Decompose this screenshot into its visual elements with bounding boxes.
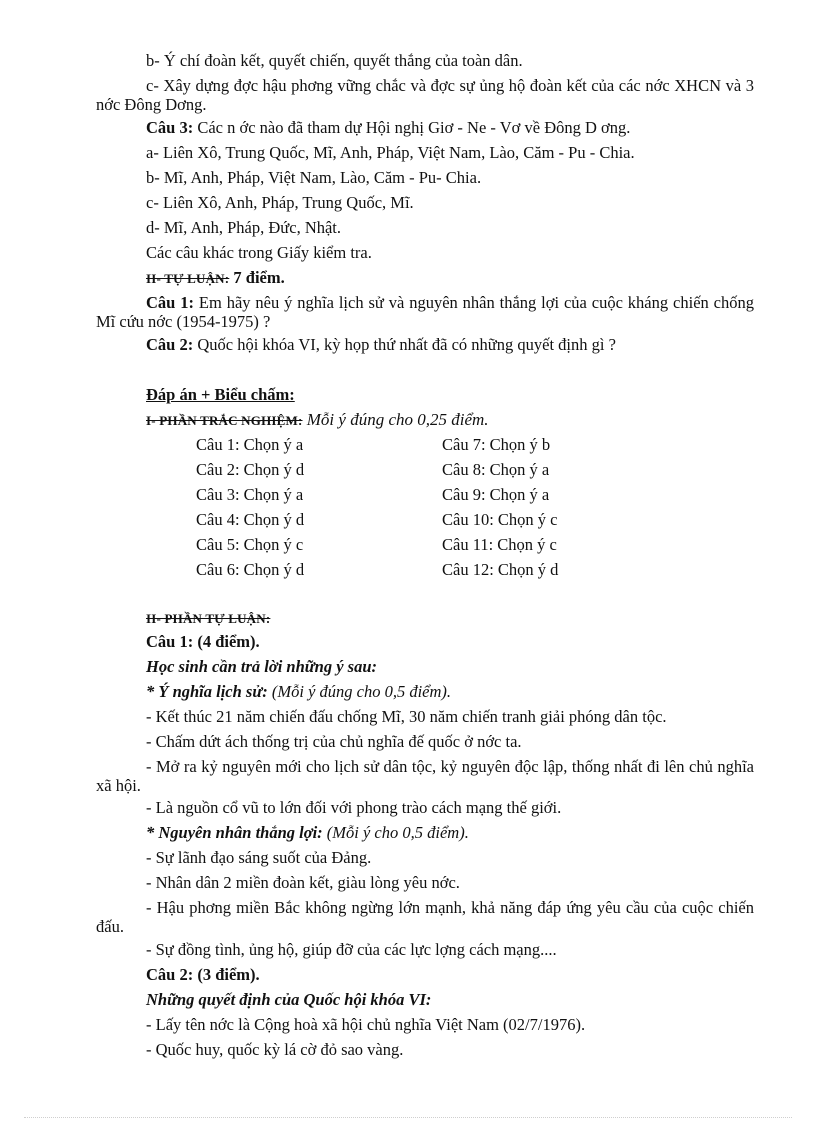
question-3-option-d: d- Mĩ, Anh, Pháp, Đức, Nhật.: [146, 218, 342, 237]
option-c: c- Xây dựng đợc hậu phơng vững chắc và đợc sự ủng hộ đoàn kết của các nớc XHCN và 3 nớc Đông Dơng.: [96, 76, 754, 114]
essay-question-2-text: Quốc hội khóa VI, kỳ họp thứ nhất đã có những quyết định gì ?: [193, 335, 616, 354]
answer-item: Câu 12: Chọn ý d: [442, 560, 559, 579]
question-3: [146, 118, 630, 137]
part1-heading-label: I- PHẦN TRẮC NGHIỆM:: [146, 413, 303, 428]
cause-item: - Sự lãnh đạo sáng suốt của Đảng.: [146, 848, 372, 867]
answer-key-title-text: Đáp án + Biểu chấm:: [146, 385, 295, 404]
answer-item: Câu 2: Chọn ý d: [196, 460, 305, 479]
meaning-note: (Mỗi ý đúng cho 0,5 điểm).: [267, 682, 452, 701]
answer-item: Câu 9: Chọn ý a: [442, 485, 550, 504]
answer-1-heading: Câu 1: (4 điểm).: [146, 632, 260, 651]
other-questions-note: Các câu khác trong Giấy kiểm tra.: [146, 243, 372, 262]
cause-label: * Nguyên nhân thắng lợi:: [146, 823, 323, 842]
answer-1-intro: Học sinh cần trả lời những ý sau:: [146, 657, 377, 676]
option-b: b- Ý chí đoàn kết, quyết chiến, quyết thắng của toàn dân.: [146, 51, 523, 70]
question-3-text: Các n ớc nào đã tham dự Hội nghị Giơ - Ne - Vơ về Đông D ơng.: [193, 118, 631, 137]
answer-2-intro: Những quyết định của Quốc hội khóa VI:: [146, 990, 432, 1009]
essay-heading: [146, 268, 285, 288]
answer-item: Câu 6: Chọn ý d: [196, 560, 305, 579]
meaning-item: - Kết thúc 21 năm chiến đấu chống Mĩ, 30 năm chiến tranh giải phóng dân tộc.: [146, 707, 667, 726]
answer-item: Câu 8: Chọn ý a: [442, 460, 550, 479]
question-3-option-b: b- Mĩ, Anh, Pháp, Việt Nam, Lào, Căm - Pu- Chia.: [146, 168, 482, 187]
meaning-item: - Là nguồn cổ vũ to lớn đối với phong trào cách mạng thế giới.: [146, 798, 562, 817]
essay-question-2: [146, 335, 616, 354]
question-3-option-c: c- Liên Xô, Anh, Pháp, Trung Quốc, Mĩ.: [146, 193, 414, 212]
cause-heading: [146, 823, 469, 842]
cause-item: - Nhân dân 2 miền đoàn kết, giàu lòng yêu nớc.: [146, 873, 460, 892]
part2-heading-label: II- PHẦN TỰ LUẬN:: [146, 611, 271, 626]
cause-item: - Sự đồng tình, ủng hộ, giúp đỡ của các lực lợng cách mạng....: [146, 940, 557, 959]
meaning-label: * Ý nghĩa lịch sử:: [146, 682, 268, 701]
decision-item: - Lấy tên nớc là Cộng hoà xã hội chủ nghĩa Việt Nam (02/7/1976).: [146, 1015, 586, 1034]
answer-item: Câu 4: Chọn ý d: [196, 510, 305, 529]
part1-heading: [146, 410, 489, 430]
answer-item: Câu 3: Chọn ý a: [196, 485, 304, 504]
question-3-label: Câu 3:: [146, 118, 194, 137]
essay-points: 7 điểm.: [229, 268, 285, 287]
meaning-heading: [146, 682, 451, 701]
answer-item: Câu 1: Chọn ý a: [196, 435, 304, 454]
answer-item: Câu 5: Chọn ý c: [196, 535, 304, 554]
part2-heading: [146, 608, 270, 628]
decision-item: - Quốc huy, quốc kỳ lá cờ đỏ sao vàng.: [146, 1040, 404, 1059]
cause-note: (Mỗi ý cho 0,5 điểm).: [322, 823, 469, 842]
cause-item: - Hậu phơng miền Bắc không ngừng lớn mạnh, khả năng đáp ứng yêu cầu của cuộc chiến đấu.: [96, 898, 754, 936]
answer-item: Câu 10: Chọn ý c: [442, 510, 558, 529]
essay-question-1: [96, 293, 754, 331]
part1-note: Mỗi ý đúng cho 0,25 điểm.: [302, 410, 489, 429]
essay-question-1-text: Em hãy nêu ý nghĩa lịch sử và nguyên nhân thắng lợi của cuộc kháng chiến chống Mĩ cứu nớc (1954-1975) ?: [96, 293, 754, 331]
question-3-option-a: a- Liên Xô, Trung Quốc, Mĩ, Anh, Pháp, Việt Nam, Lào, Căm - Pu - Chia.: [146, 143, 635, 162]
answer-2-heading: Câu 2: (3 điểm).: [146, 965, 260, 984]
page-bottom-divider: [24, 1117, 792, 1118]
essay-question-2-label: Câu 2:: [146, 335, 194, 354]
meaning-item: - Mở ra kỷ nguyên mới cho lịch sử dân tộc, kỷ nguyên độc lập, thống nhất đi lên chủ nghĩa xã hội.: [96, 757, 754, 795]
answer-item: Câu 7: Chọn ý b: [442, 435, 551, 454]
answer-key-title: [146, 385, 295, 404]
essay-question-1-label: Câu 1:: [146, 293, 194, 312]
answer-item: Câu 11: Chọn ý c: [442, 535, 557, 554]
essay-heading-label: II- TỰ LUẬN:: [146, 271, 230, 286]
meaning-item: - Chấm dứt ách thống trị của chủ nghĩa đế quốc ở nớc ta.: [146, 732, 522, 751]
